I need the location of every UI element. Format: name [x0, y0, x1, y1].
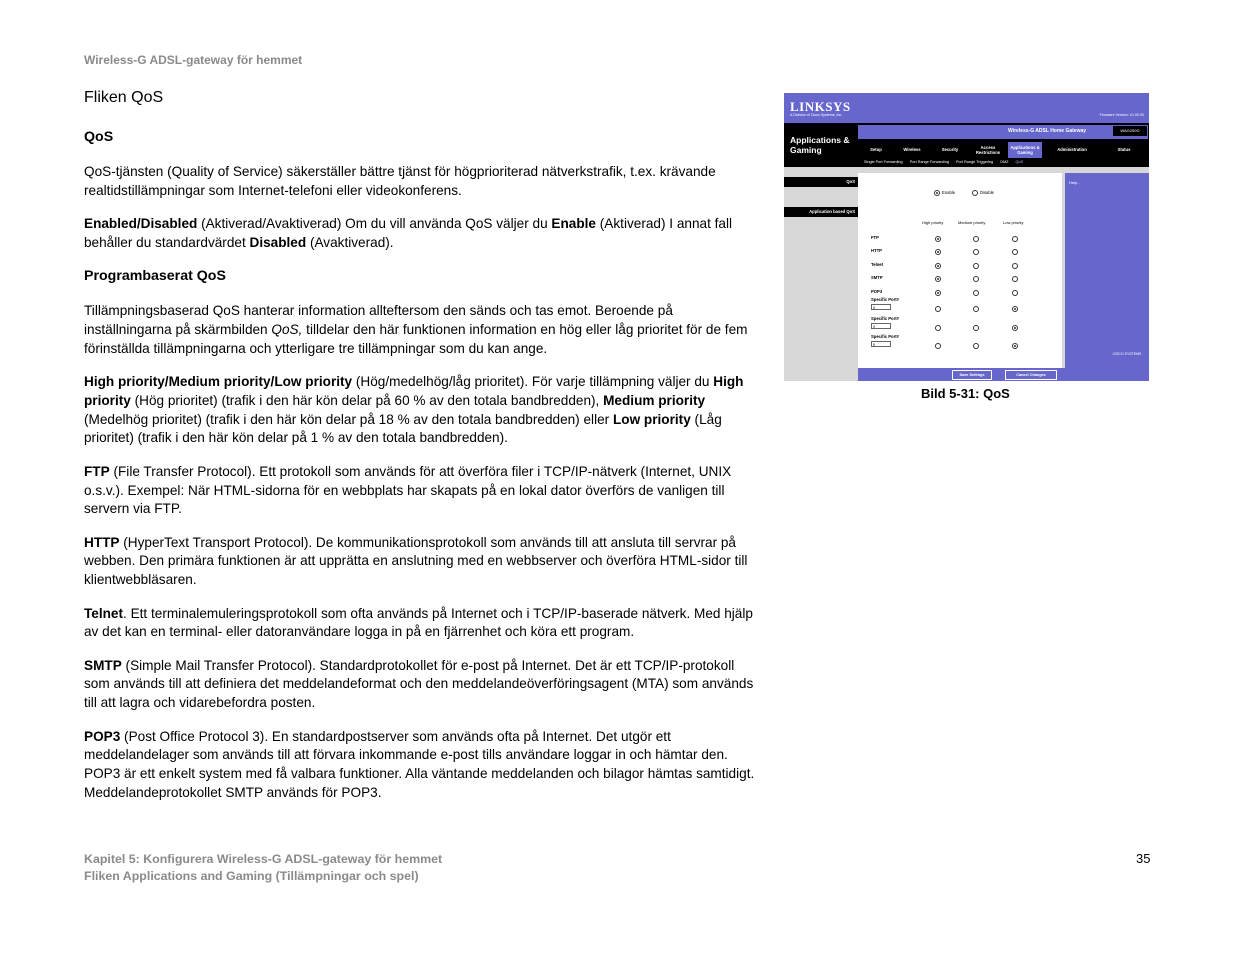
text: . Ett terminalemuleringsprotokoll som ofta används på Internet och i TCP/IP-baserade nätverk. Med hjälp av det kan en terminal- eller datoranvändare logga in på en fjärrenhet och köra ett program. [84, 605, 753, 640]
text: (Aktiverad) I annat fall behåller du standardvärdet [84, 216, 732, 250]
product-bar [858, 125, 1148, 139]
text: (File Transfer Protocol). Ett protokoll som används för att överföra filer i TCP/IP-nätverk (Internet, UNIX o.s.v.). Exempel: När HTML-sidorna för en webbplats har skapats på en lokal dator överförs de vanligen till servern via FTP. [84, 463, 732, 517]
qos-row-label: Telnet [871, 262, 884, 267]
heading-app-qos: Programbaserat QoS [84, 268, 226, 285]
subtab-port-range-triggering: Port Range Triggering [956, 160, 994, 164]
term: Enable [551, 216, 596, 232]
text: (Hög/medelhög/låg prioritet). För varje tillämpning väljer du [352, 374, 714, 390]
body-text [84, 128, 760, 817]
text: (Avaktiverad). [306, 234, 394, 250]
text: (HyperText Transport Protocol). De kommunikationsprotokoll som används till att ansluta till servrar på webben. Den primära funktionen är att upprätta en anslutning med en webbserver och överföra HTML-sidor till klientwebbläsaren. [84, 534, 748, 588]
subtab-single-port: Single Port Forwarding [864, 160, 903, 164]
paragraph-qos-intro: QoS-tjänsten (Quality of Service) säkerställer bättre tjänst för högprioriterad nätverkstrafik, t.ex. krävande realtidstillämpningar som Internet-telefoni eller videokonferens. [84, 164, 716, 198]
col-high: High priority [922, 220, 944, 225]
term: Low priority [612, 411, 691, 427]
term: SMTP [84, 657, 122, 673]
title-line-1: Applications & [790, 135, 850, 145]
subtab-dmz: DMZ [1000, 160, 1009, 164]
disable-label: Disable [980, 190, 994, 195]
term: HTTP [84, 534, 120, 550]
tab-status: Status [1117, 147, 1131, 152]
help-text: Help... [1069, 180, 1081, 185]
col-low: Low priority [1003, 220, 1024, 225]
qos-row-label: SMTP [871, 275, 883, 280]
page-number: 35 [1136, 851, 1151, 866]
subtab-qos: QoS [1015, 160, 1024, 164]
specific-port-input: 0 [871, 341, 891, 347]
col-medium: Medium priority [958, 220, 986, 225]
help-column [1065, 173, 1149, 381]
paragraph-pop3 [84, 728, 760, 803]
qos-row-label: Specific Port# [871, 316, 899, 321]
term: Disabled [249, 234, 307, 250]
figure-caption: Bild 5-31: QoS [921, 386, 1010, 401]
firmware-version: Firmware Version: V1.00.00 [1099, 113, 1144, 117]
title-line-2: Gaming [790, 144, 822, 155]
text: (Medelhög prioritet) (trafik i den här kön delar på 18 % av den totala bandbredden) eller [84, 411, 613, 427]
footer [84, 851, 442, 885]
text: (Aktiverad/Avaktiverad) Om du vill använda QoS väljer du [197, 216, 552, 232]
term: POP3 [84, 728, 121, 744]
cisco-logo: CISCO SYSTEMS [1112, 352, 1142, 356]
footer-section: Fliken Applications and Gaming (Tillämpningar och spel) [84, 869, 419, 883]
section-title: Fliken QoS [84, 89, 164, 106]
paragraph-priority [84, 373, 760, 448]
model-badge: WAG200G [1113, 126, 1147, 136]
qos-screenshot-figure [784, 93, 1149, 381]
specific-port-input: 0 [871, 304, 891, 310]
logo-subtitle: A Division of Cisco Systems, Inc. [790, 113, 843, 117]
text: tilldelar den här funktionen information en hög eller låg prioritet för de fem förinställda tillämpningarna och ytterligare tre tillämpningar som du kan ange. [84, 321, 748, 356]
term: Medium priority [603, 392, 706, 408]
text: (Låg prioritet) (trafik i den här kön delar på 1 % av den totala bandbredden). [84, 411, 722, 446]
qos-row-label: Specific Port# [871, 297, 899, 302]
tab-administration: Administration [1057, 147, 1087, 152]
term: High priority/Medium priority/Low priority [84, 374, 353, 390]
italic-term: QoS, [271, 321, 303, 337]
qos-row-label: POP3 [871, 289, 883, 294]
heading-qos: QoS [84, 129, 114, 145]
specific-port-input: 0 [871, 323, 891, 329]
left-label-qos: QoS [784, 177, 858, 187]
text: (Simple Mail Transfer Protocol). Standardprotokollet för e-post på Internet. Det är ett TCP/IP-protokoll som används till att definiera det meddelandeformat och den meddelandeöverföringsagent (MTA) som används till att lagra och vidarebefordra posten. [84, 657, 754, 711]
paragraph-app-qos [84, 302, 760, 358]
term: FTP [84, 463, 110, 479]
term: Telnet [84, 605, 124, 621]
linksys-logo: LINKSYS [790, 99, 851, 114]
figure-section-title [790, 136, 850, 155]
qos-row-label: FTP [871, 235, 879, 240]
running-header: Wireless-G ADSL-gateway för hemmet [84, 53, 303, 67]
tab-wireless: Wireless [903, 147, 921, 152]
paragraph-telnet [84, 605, 760, 643]
subtab-port-range-forwarding: Port Range Forwarding [909, 160, 949, 164]
term: High priority [84, 374, 744, 408]
paragraph-http [84, 534, 760, 590]
text: (Post Office Protocol 3). En standardpostserver som används ofta på Internet. Det utgör ett meddelandelager som används till att förvara inkommande e-post tills användare loggar in och hämtar den. POP3 är ett enkelt system med få valbara funktioner. Alla väntande meddelanden och bilagor hämtas samtidigt. Meddelandeprotokollet SMTP används för POP3. [84, 728, 755, 800]
save-settings-button: Save Settings [952, 370, 992, 380]
left-label-app-qos: Application based QoS [784, 207, 858, 217]
text: Tillämpningsbaserad QoS hanterar information allteftersom den sänds och tas emot. Beroende på inställningarna på skärmbilden [84, 303, 673, 337]
enable-label: Enable [942, 190, 956, 195]
tab-applications-gaming: Applications & Gaming [1008, 142, 1042, 158]
qos-row-label: HTTP [871, 248, 882, 253]
qos-row-label: Specific Port# [871, 334, 899, 339]
figure-subtabs [858, 158, 1148, 167]
paragraph-ftp [84, 463, 760, 519]
text: (Hög prioritet) (trafik i den här kön delar på 60 % av den totala bandbredden), [130, 392, 604, 408]
product-name: Wireless-G ADSL Home Gateway [1008, 128, 1087, 134]
paragraph-smtp [84, 657, 760, 713]
paragraph-enabled-disabled [84, 215, 760, 253]
figure-tabs [858, 142, 1148, 158]
footer-chapter: Kapitel 5: Konfigurera Wireless-G ADSL-gateway för hemmet [84, 852, 443, 866]
cancel-changes-button: Cancel Changes [1005, 370, 1057, 380]
tab-setup: Setup [870, 147, 882, 152]
term: Enabled/Disabled [84, 216, 198, 232]
tab-access-restrictions: Access Restrictions [975, 145, 1001, 155]
tab-security: Security [941, 147, 959, 152]
figure-left-panel [784, 167, 858, 381]
